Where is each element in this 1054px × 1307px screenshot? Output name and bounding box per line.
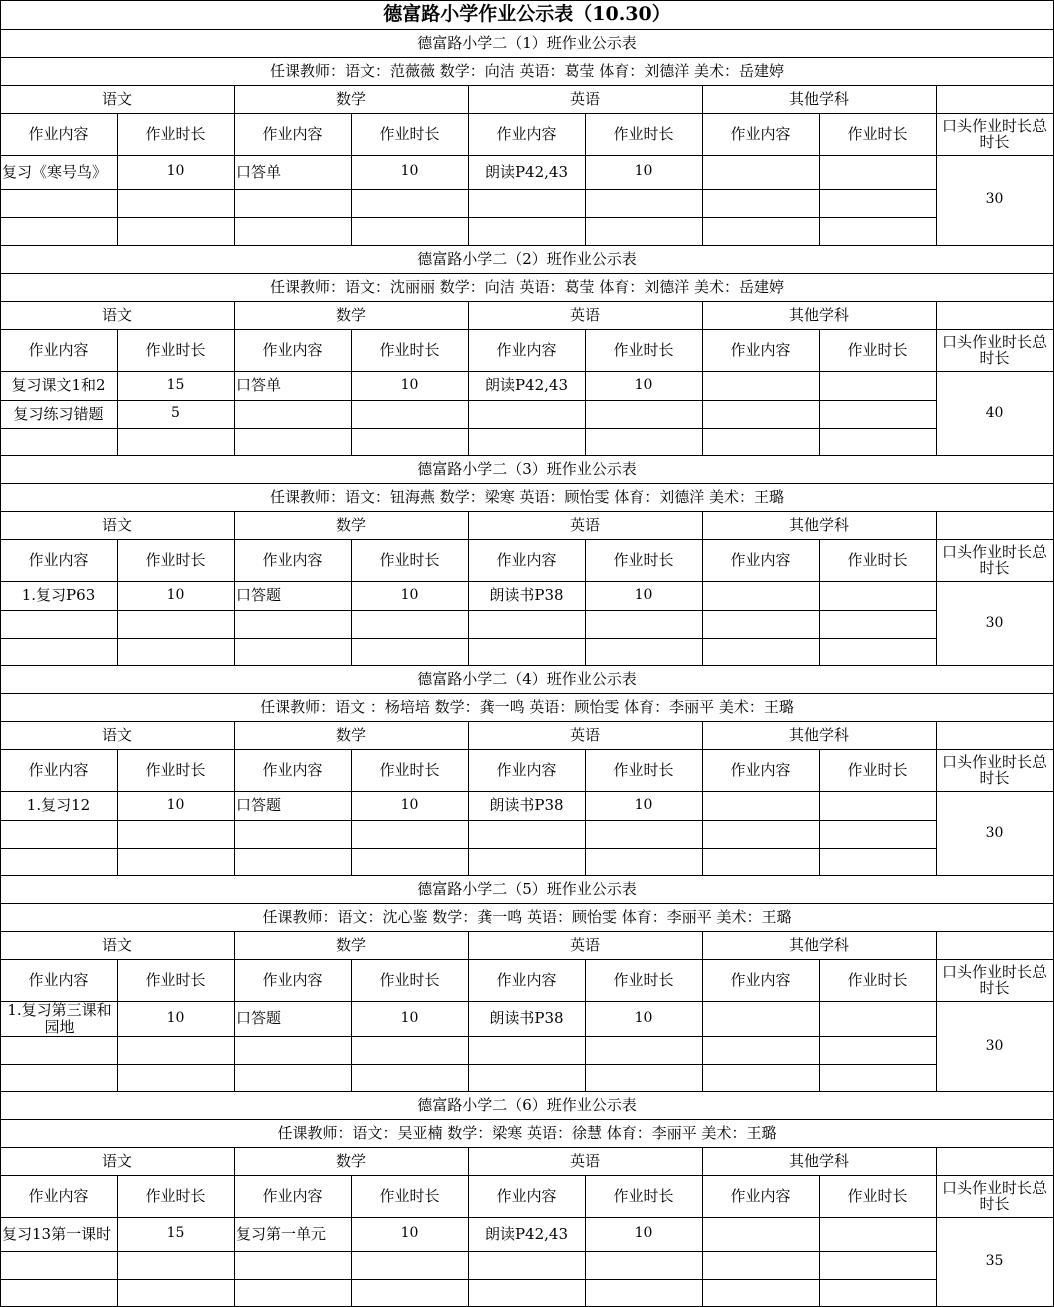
duration-header: 作业时长 xyxy=(613,124,674,143)
duration-cell xyxy=(585,820,702,848)
content-cell xyxy=(234,400,351,428)
duration-cell: 10 xyxy=(634,376,653,393)
content-cell xyxy=(468,610,585,638)
content-cell xyxy=(0,610,117,638)
content-cell: 口答题 xyxy=(236,1009,282,1028)
duration-cell xyxy=(351,400,468,428)
content-cell: 1.复习第三课和园地 xyxy=(7,1001,112,1036)
content-cell xyxy=(468,1064,585,1092)
content-cell xyxy=(234,820,351,848)
subject-header: 数学 xyxy=(335,515,366,534)
content-header: 作业内容 xyxy=(262,760,323,779)
duration-header: 作业时长 xyxy=(613,340,674,359)
duration-cell: 10 xyxy=(400,163,419,180)
duration-header: 作业时长 xyxy=(145,1186,206,1205)
duration-cell xyxy=(819,848,936,876)
duration-cell xyxy=(117,217,234,245)
duration-cell: 10 xyxy=(400,1009,419,1026)
content-cell xyxy=(468,428,585,456)
duration-cell: 10 xyxy=(634,163,653,180)
content-header: 作业内容 xyxy=(28,550,89,569)
content-cell xyxy=(468,638,585,666)
content-header: 作业内容 xyxy=(730,1186,791,1205)
content-cell: 口答单 xyxy=(236,376,282,395)
content-cell xyxy=(468,1251,585,1279)
duration-cell xyxy=(585,217,702,245)
duration-cell xyxy=(819,1217,936,1251)
class-heading: 德富路小学二（4）班作业公示表 xyxy=(417,669,637,688)
duration-cell: 10 xyxy=(400,796,419,813)
duration-header: 作业时长 xyxy=(379,970,440,989)
teacher-list: 任课教师：语文：沈丽丽 数学：向洁 英语：葛莹 体育：刘德洋 美术：岳建婷 xyxy=(269,277,785,296)
duration-cell: 10 xyxy=(400,586,419,603)
content-cell xyxy=(0,1036,117,1064)
grid-line xyxy=(0,0,1054,1)
content-cell xyxy=(0,217,117,245)
content-cell xyxy=(0,1279,117,1307)
content-header: 作业内容 xyxy=(496,550,557,569)
duration-cell xyxy=(351,1064,468,1092)
content-cell xyxy=(702,1064,819,1092)
subject-header: 语文 xyxy=(101,725,132,744)
content-cell xyxy=(702,638,819,666)
subject-header: 其他学科 xyxy=(788,935,849,954)
content-header: 作业内容 xyxy=(496,124,557,143)
subject-header: 语文 xyxy=(101,515,132,534)
content-cell xyxy=(702,428,819,456)
content-cell xyxy=(468,400,585,428)
content-cell xyxy=(234,1251,351,1279)
duration-header: 作业时长 xyxy=(613,1186,674,1205)
duration-cell xyxy=(819,610,936,638)
duration-header: 作业时长 xyxy=(379,760,440,779)
class-heading: 德富路小学二（1）班作业公示表 xyxy=(417,33,637,52)
content-cell xyxy=(702,581,819,610)
duration-cell xyxy=(351,428,468,456)
oral-total-header: 口头作业时长总时长 xyxy=(941,116,1047,151)
content-cell: 复习课文1和2 xyxy=(11,376,106,395)
duration-cell: 10 xyxy=(166,1009,185,1026)
content-cell: 朗读书P38 xyxy=(489,796,564,815)
content-cell xyxy=(702,155,819,189)
duration-cell xyxy=(585,189,702,217)
content-cell: 复习第一单元 xyxy=(236,1224,327,1243)
oral-total-header: 口头作业时长总时长 xyxy=(941,752,1047,787)
duration-header: 作业时长 xyxy=(145,124,206,143)
content-cell: 朗读P42,43 xyxy=(484,376,569,395)
duration-cell: 10 xyxy=(166,586,185,603)
duration-cell xyxy=(819,791,936,820)
class-heading: 德富路小学二（2）班作业公示表 xyxy=(417,249,637,268)
duration-cell xyxy=(351,1251,468,1279)
duration-cell xyxy=(117,1279,234,1307)
content-header: 作业内容 xyxy=(496,760,557,779)
content-header: 作业内容 xyxy=(730,124,791,143)
duration-cell xyxy=(585,638,702,666)
duration-cell xyxy=(819,1064,936,1092)
duration-cell xyxy=(819,1251,936,1279)
duration-header: 作业时长 xyxy=(145,760,206,779)
duration-cell: 10 xyxy=(166,796,185,813)
content-cell: 朗读P42,43 xyxy=(484,162,569,181)
duration-cell xyxy=(819,1279,936,1307)
duration-cell xyxy=(585,428,702,456)
content-cell xyxy=(468,189,585,217)
duration-header: 作业时长 xyxy=(379,124,440,143)
content-cell: 口答题 xyxy=(236,796,282,815)
duration-header: 作业时长 xyxy=(847,760,908,779)
content-cell xyxy=(0,428,117,456)
duration-header: 作业时长 xyxy=(379,340,440,359)
oral-total-value: 35 xyxy=(985,1253,1004,1270)
content-cell: 复习练习错题 xyxy=(13,404,104,423)
class-heading: 德富路小学二（5）班作业公示表 xyxy=(417,879,637,898)
subject-header: 英语 xyxy=(569,515,600,534)
duration-cell: 10 xyxy=(400,1225,419,1242)
teacher-list: 任课教师：语文 ：杨培培 数学：龚一鸣 英语：顾怡雯 体育：李丽平 美术：王璐 xyxy=(260,697,794,716)
duration-cell xyxy=(585,848,702,876)
duration-cell xyxy=(351,217,468,245)
duration-header: 作业时长 xyxy=(145,550,206,569)
content-cell xyxy=(0,820,117,848)
duration-cell xyxy=(819,189,936,217)
content-cell xyxy=(702,820,819,848)
content-cell xyxy=(234,217,351,245)
content-cell xyxy=(702,189,819,217)
duration-header: 作业时长 xyxy=(613,550,674,569)
content-cell xyxy=(234,610,351,638)
content-cell xyxy=(234,1064,351,1092)
duration-cell xyxy=(819,371,936,400)
oral-total-header: 口头作业时长总时长 xyxy=(941,962,1047,997)
subject-header: 英语 xyxy=(569,89,600,108)
duration-cell xyxy=(585,1251,702,1279)
subject-header: 语文 xyxy=(101,305,132,324)
content-cell: 复习《寒号鸟》 xyxy=(2,162,108,181)
duration-cell: 10 xyxy=(634,1225,653,1242)
duration-cell xyxy=(117,428,234,456)
subject-header: 英语 xyxy=(569,725,600,744)
content-cell xyxy=(468,217,585,245)
content-cell xyxy=(234,1036,351,1064)
content-header: 作业内容 xyxy=(262,550,323,569)
content-header: 作业内容 xyxy=(262,1186,323,1205)
duration-cell xyxy=(585,400,702,428)
content-cell xyxy=(234,848,351,876)
duration-cell xyxy=(117,1251,234,1279)
duration-header: 作业时长 xyxy=(145,970,206,989)
sheet-title: 德富路小学作业公示表（10.30） xyxy=(383,3,671,26)
content-cell xyxy=(234,1279,351,1307)
content-cell xyxy=(0,1064,117,1092)
content-header: 作业内容 xyxy=(262,340,323,359)
content-cell xyxy=(702,848,819,876)
duration-cell xyxy=(819,581,936,610)
content-cell: 朗读P42,43 xyxy=(484,1224,569,1243)
duration-cell: 10 xyxy=(400,376,419,393)
duration-cell: 10 xyxy=(634,796,653,813)
subject-header: 语文 xyxy=(101,89,132,108)
subject-header: 语文 xyxy=(101,935,132,954)
content-cell xyxy=(702,791,819,820)
oral-total-value: 40 xyxy=(985,404,1004,421)
content-cell xyxy=(702,217,819,245)
class-heading: 德富路小学二（3）班作业公示表 xyxy=(417,459,637,478)
content-cell xyxy=(0,189,117,217)
subject-header: 数学 xyxy=(335,89,366,108)
content-cell xyxy=(702,1217,819,1251)
subject-header: 英语 xyxy=(569,1151,600,1170)
oral-total-header: 口头作业时长总时长 xyxy=(941,1178,1047,1213)
content-header: 作业内容 xyxy=(730,760,791,779)
duration-cell xyxy=(351,1279,468,1307)
duration-cell xyxy=(351,848,468,876)
subject-header: 其他学科 xyxy=(788,1151,849,1170)
content-header: 作业内容 xyxy=(730,340,791,359)
content-header: 作业内容 xyxy=(730,970,791,989)
content-cell xyxy=(0,638,117,666)
subject-header: 其他学科 xyxy=(788,305,849,324)
content-cell: 口答题 xyxy=(236,586,282,605)
duration-header: 作业时长 xyxy=(379,1186,440,1205)
duration-cell xyxy=(117,610,234,638)
content-cell xyxy=(702,1251,819,1279)
content-cell: 复习13第一课时 xyxy=(2,1224,112,1243)
duration-cell xyxy=(819,820,936,848)
duration-header: 作业时长 xyxy=(379,550,440,569)
class-heading: 德富路小学二（6）班作业公示表 xyxy=(417,1095,637,1114)
duration-cell xyxy=(351,189,468,217)
duration-header: 作业时长 xyxy=(847,970,908,989)
duration-cell: 10 xyxy=(166,163,185,180)
duration-header: 作业时长 xyxy=(613,970,674,989)
duration-cell xyxy=(819,428,936,456)
content-header: 作业内容 xyxy=(496,970,557,989)
content-cell xyxy=(702,1279,819,1307)
duration-header: 作业时长 xyxy=(613,760,674,779)
duration-header: 作业时长 xyxy=(847,124,908,143)
duration-cell xyxy=(585,1279,702,1307)
duration-cell xyxy=(117,638,234,666)
duration-cell xyxy=(585,610,702,638)
duration-header: 作业时长 xyxy=(847,1186,908,1205)
content-cell xyxy=(702,400,819,428)
teacher-list: 任课教师：语文：吴亚楠 数学：梁寒 英语：徐慧 体育：李丽平 美术：王璐 xyxy=(277,1123,777,1142)
subject-header: 数学 xyxy=(335,725,366,744)
content-cell xyxy=(0,1251,117,1279)
content-cell xyxy=(702,610,819,638)
subject-header: 英语 xyxy=(569,305,600,324)
content-cell xyxy=(702,1001,819,1036)
duration-cell xyxy=(117,1064,234,1092)
content-header: 作业内容 xyxy=(262,124,323,143)
content-cell: 1.复习P63 xyxy=(21,586,96,605)
content-header: 作业内容 xyxy=(28,124,89,143)
content-cell xyxy=(468,820,585,848)
duration-cell xyxy=(117,1036,234,1064)
content-cell xyxy=(0,848,117,876)
duration-cell xyxy=(585,1064,702,1092)
duration-cell xyxy=(351,1036,468,1064)
oral-total-header: 口头作业时长总时长 xyxy=(941,332,1047,367)
duration-cell xyxy=(819,638,936,666)
duration-cell xyxy=(351,638,468,666)
content-cell xyxy=(702,371,819,400)
content-cell xyxy=(468,1279,585,1307)
duration-header: 作业时长 xyxy=(847,550,908,569)
content-header: 作业内容 xyxy=(28,970,89,989)
duration-cell xyxy=(819,1001,936,1036)
duration-cell xyxy=(819,400,936,428)
teacher-list: 任课教师：语文：沈心鉴 数学：龚一鸣 英语：顾怡雯 体育：李丽平 美术：王璐 xyxy=(262,907,792,926)
content-cell: 朗读书P38 xyxy=(489,1009,564,1028)
content-cell: 朗读书P38 xyxy=(489,586,564,605)
teacher-list: 任课教师：语文：钮海燕 数学：梁寒 英语：顾怡雯 体育：刘德洋 美术：王璐 xyxy=(269,487,785,506)
content-cell xyxy=(234,189,351,217)
duration-cell: 10 xyxy=(634,586,653,603)
duration-cell xyxy=(585,1036,702,1064)
oral-total-value: 30 xyxy=(985,1037,1004,1054)
content-cell: 口答单 xyxy=(236,162,282,181)
content-cell xyxy=(234,638,351,666)
content-cell xyxy=(702,1036,819,1064)
duration-header: 作业时长 xyxy=(145,340,206,359)
oral-total-value: 30 xyxy=(985,824,1004,841)
subject-header: 数学 xyxy=(335,305,366,324)
subject-header: 数学 xyxy=(335,1151,366,1170)
content-header: 作业内容 xyxy=(496,1186,557,1205)
duration-cell xyxy=(819,1036,936,1064)
content-cell xyxy=(234,428,351,456)
duration-cell xyxy=(117,189,234,217)
oral-total-header: 口头作业时长总时长 xyxy=(941,542,1047,577)
oral-total-value: 30 xyxy=(985,614,1004,631)
content-header: 作业内容 xyxy=(28,340,89,359)
subject-header: 数学 xyxy=(335,935,366,954)
subject-header: 其他学科 xyxy=(788,515,849,534)
duration-cell: 15 xyxy=(166,1225,185,1242)
duration-cell xyxy=(819,155,936,189)
duration-cell: 5 xyxy=(171,405,180,422)
teacher-list: 任课教师：语文：范薇薇 数学：向洁 英语：葛莹 体育：刘德洋 美术：岳建婷 xyxy=(269,61,785,80)
content-header: 作业内容 xyxy=(496,340,557,359)
subject-header: 语文 xyxy=(101,1151,132,1170)
subject-header: 英语 xyxy=(569,935,600,954)
duration-cell xyxy=(117,848,234,876)
duration-header: 作业时长 xyxy=(847,340,908,359)
subject-header: 其他学科 xyxy=(788,89,849,108)
content-cell: 1.复习12 xyxy=(26,796,91,815)
oral-total-value: 30 xyxy=(985,191,1004,208)
content-cell xyxy=(468,1036,585,1064)
content-header: 作业内容 xyxy=(28,1186,89,1205)
content-header: 作业内容 xyxy=(262,970,323,989)
duration-cell: 15 xyxy=(166,376,185,393)
duration-cell xyxy=(351,820,468,848)
duration-cell xyxy=(819,217,936,245)
duration-cell xyxy=(117,820,234,848)
content-cell xyxy=(468,848,585,876)
content-header: 作业内容 xyxy=(730,550,791,569)
duration-cell xyxy=(351,610,468,638)
duration-cell: 10 xyxy=(634,1009,653,1026)
content-header: 作业内容 xyxy=(28,760,89,779)
subject-header: 其他学科 xyxy=(788,725,849,744)
